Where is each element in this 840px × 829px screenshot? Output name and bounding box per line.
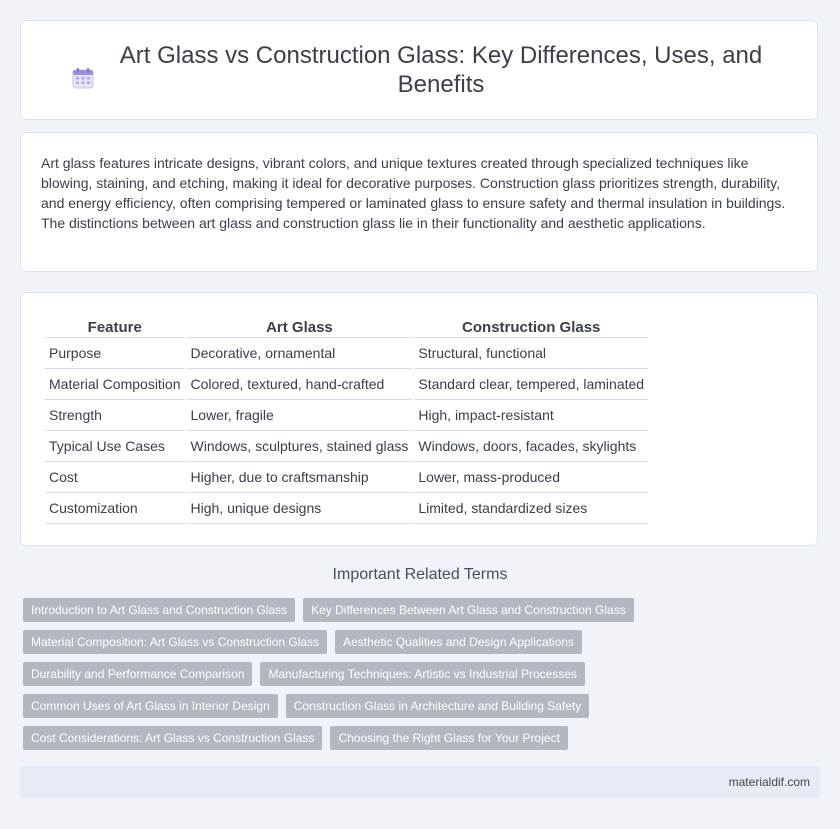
table-cell: Cost [45, 462, 185, 493]
table-cell: Lower, mass-produced [414, 462, 648, 493]
related-term-link[interactable]: Manufacturing Techniques: Artistic vs Industrial Processes [260, 662, 585, 686]
table-cell: Material Composition [45, 369, 185, 400]
table-cell: Typical Use Cases [45, 431, 185, 462]
table-cell: Limited, standardized sizes [414, 493, 648, 524]
table-row [45, 400, 648, 431]
table-row [45, 338, 648, 369]
table-cell: Decorative, ornamental [187, 338, 413, 369]
table-cell: Higher, due to craftsmanship [187, 462, 413, 493]
table-cell: Colored, textured, hand-crafted [187, 369, 413, 400]
table-cell: Structural, functional [414, 338, 648, 369]
related-term-link[interactable]: Cost Considerations: Art Glass vs Construction Glass [23, 726, 322, 750]
page-title: Art Glass vs Construction Glass: Key Differences, Uses, and Benefits [119, 42, 763, 98]
footer [20, 766, 820, 798]
column-header-feature: Feature [45, 315, 185, 338]
table-cell: Standard clear, tempered, laminated [414, 369, 648, 400]
related-term-link[interactable]: Choosing the Right Glass for Your Project [330, 726, 567, 750]
comparison-table-card [20, 292, 818, 546]
table-cell: Windows, sculptures, stained glass [187, 431, 413, 462]
related-term-link[interactable]: Durability and Performance Comparison [23, 662, 252, 686]
table-cell: Strength [45, 400, 185, 431]
related-term-link[interactable]: Introduction to Art Glass and Construction Glass [23, 598, 295, 622]
related-term-link[interactable]: Aesthetic Qualities and Design Applications [335, 630, 582, 654]
related-terms-heading: Important Related Terms [332, 566, 508, 583]
related-term-link[interactable]: Material Composition: Art Glass vs Construction Glass [23, 630, 327, 654]
column-header-construction-glass: Construction Glass [414, 315, 648, 338]
intro-card [20, 132, 818, 272]
comparison-table [43, 315, 650, 524]
header-card [20, 20, 818, 120]
table-cell: Lower, fragile [187, 400, 413, 431]
table-cell: Customization [45, 493, 185, 524]
related-terms-list [23, 598, 803, 750]
table-row [45, 431, 648, 462]
related-term-link[interactable]: Construction Glass in Architecture and Building Safety [286, 694, 589, 718]
table-row [45, 462, 648, 493]
related-term-link[interactable]: Common Uses of Art Glass in Interior Design [23, 694, 278, 718]
table-row [45, 369, 648, 400]
column-header-art-glass: Art Glass [187, 315, 413, 338]
footer-site-link[interactable]: materialdif.com [728, 775, 810, 789]
intro-paragraph: Art glass features intricate designs, vibrant colors, and unique textures created through specialized techniques like blowing, staining, and etching, making it ideal for decorative purposes. Construction glass prioritizes strength, durability, and energy efficiency, often comprising tempered or laminated glass to ensure safety and thermal insulation in buildings. The distinctions between art glass and construction glass lie in their functionality and aesthetic applications. [41, 155, 786, 231]
table-cell: Windows, doors, facades, skylights [414, 431, 648, 462]
related-term-link[interactable]: Key Differences Between Art Glass and Construction Glass [303, 598, 634, 622]
table-cell: High, impact-resistant [414, 400, 648, 431]
table-row [45, 493, 648, 524]
table-cell: High, unique designs [187, 493, 413, 524]
table-header-row [45, 315, 648, 338]
calendar-icon [72, 67, 94, 89]
table-cell: Purpose [45, 338, 185, 369]
